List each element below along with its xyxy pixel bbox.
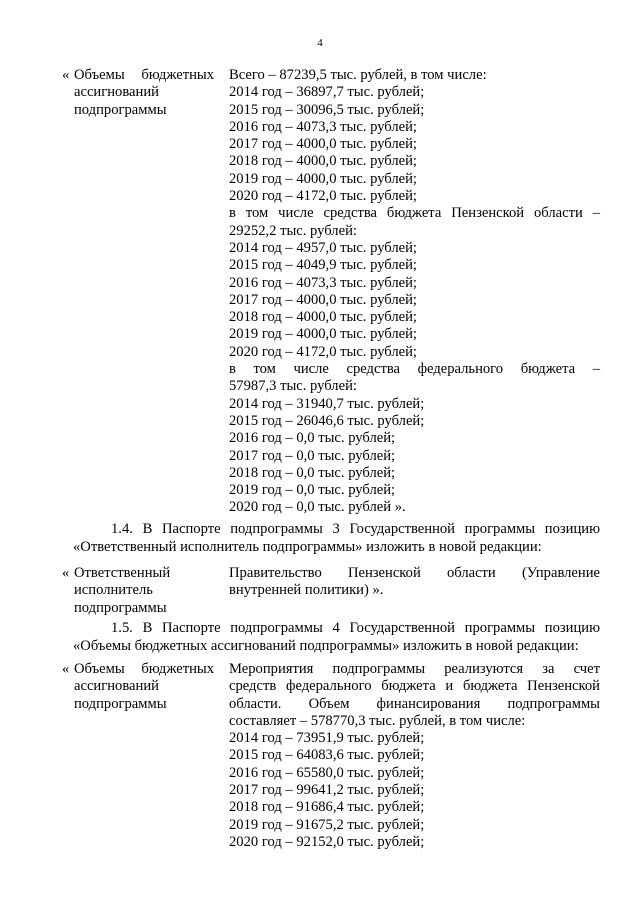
value-line: составляет – 578770,3 тыс. рублей, в том числе: [229,712,526,729]
row-label [74,565,214,617]
paragraph-rest: «Объемы бюджетных ассигнований подпрограммы» изложить в новой редакции: [73,638,579,654]
value-line: 2014 год – 4957,0 тыс. рублей; [229,239,417,256]
label-line: исполнитель [74,582,153,599]
value-line: 2014 год – 36897,7 тыс. рублей; [229,84,425,101]
value-line: 2017 год – 4000,0 тыс. рублей; [229,136,417,153]
value-line: 2019 год – 4000,0 тыс. рублей; [229,170,417,187]
value-line: 2018 год – 4000,0 тыс. рублей; [229,153,417,170]
value-line: 2018 год – 0,0 тыс. рублей; [229,464,396,481]
value-line: 2015 год – 30096,5 тыс. рублей; [229,101,425,118]
value-line: 2015 год – 26046,6 тыс. рублей; [229,412,425,429]
paragraph-1-4 [73,520,600,556]
value-line: 2016 год – 0,0 тыс. рублей; [229,430,396,447]
label-line: подпрограммы [74,101,167,118]
label-line: ассигнований [74,84,159,101]
value-line: 2016 год – 4073,3 тыс. рублей; [229,118,417,135]
value-line: средств федерального бюджета и бюджета Пензенской [229,678,600,695]
row-value [229,661,600,851]
value-line: в том числе средства федерального бюджета – [229,361,600,378]
value-line: 2020 год – 4172,0 тыс. рублей; [229,188,417,205]
value-line: 2018 год – 4000,0 тыс. рублей; [229,309,417,326]
paragraph-rest: «Ответственный исполнитель подпрограммы» изложить в новой редакции: [73,539,542,555]
value-line: 2015 год – 64083,6 тыс. рублей; [229,747,425,764]
label-line: Объемы бюджетных [74,67,214,83]
label-line: Объемы бюджетных [74,661,214,677]
value-line: 2014 год – 73951,9 тыс. рублей; [229,730,425,747]
label-line: Ответственный [74,565,171,581]
row-label [74,67,214,119]
value-line: 2014 год – 31940,7 тыс. рублей; [229,395,425,412]
value-line: 29252,2 тыс. рублей: [229,222,357,239]
quote-open: « [62,565,70,581]
value-line: Мероприятия подпрограммы реализуются за счет [229,661,600,677]
paragraph-first-line: 1.4. В Паспорте подпрограммы 3 Государственной программы позицию [111,521,600,537]
row-value [229,565,600,600]
value-line: в том числе средства бюджета Пензенской области – [229,205,600,222]
row-label [74,661,214,713]
paragraph-1-5 [73,619,600,655]
value-line: 2017 год – 99641,2 тыс. рублей; [229,782,425,799]
value-line: 57987,3 тыс. рублей: [229,378,357,395]
row-value [229,67,600,517]
value-line: внутренней политики) ». [229,582,384,599]
value-line: области. Объем финансирования подпрограммы [229,695,600,712]
value-line: 2017 год – 0,0 тыс. рублей; [229,447,396,464]
label-line: подпрограммы [74,695,167,712]
value-line: 2019 год – 91675,2 тыс. рублей; [229,816,425,833]
value-line: 2020 год – 92152,0 тыс. рублей; [229,833,425,850]
paragraph-first-line: 1.5. В Паспорте подпрограммы 4 Государственной программы позицию [111,620,600,636]
quote-open: « [62,67,70,83]
value-line: 2016 год – 4073,3 тыс. рублей; [229,274,417,291]
value-line: 2019 год – 0,0 тыс. рублей; [229,482,396,499]
value-line: 2019 год – 4000,0 тыс. рублей; [229,326,417,343]
label-line: подпрограммы [74,599,167,616]
quote-open: « [62,661,70,677]
value-line: 2018 год – 91686,4 тыс. рублей; [229,799,425,816]
value-line: 2017 год – 4000,0 тыс. рублей; [229,291,417,308]
value-line: 2020 год – 4172,0 тыс. рублей; [229,343,417,360]
value-line: Всего – 87239,5 тыс. рублей, в том числе: [229,67,487,83]
value-line: Правительство Пензенской области (Управление [229,565,600,581]
value-line: 2020 год – 0,0 тыс. рублей ». [229,499,406,516]
value-line: 2015 год – 4049,9 тыс. рублей; [229,257,417,274]
value-line: 2016 год – 65580,0 тыс. рублей; [229,764,425,781]
label-line: ассигнований [74,678,159,695]
page-number: 4 [317,37,323,49]
